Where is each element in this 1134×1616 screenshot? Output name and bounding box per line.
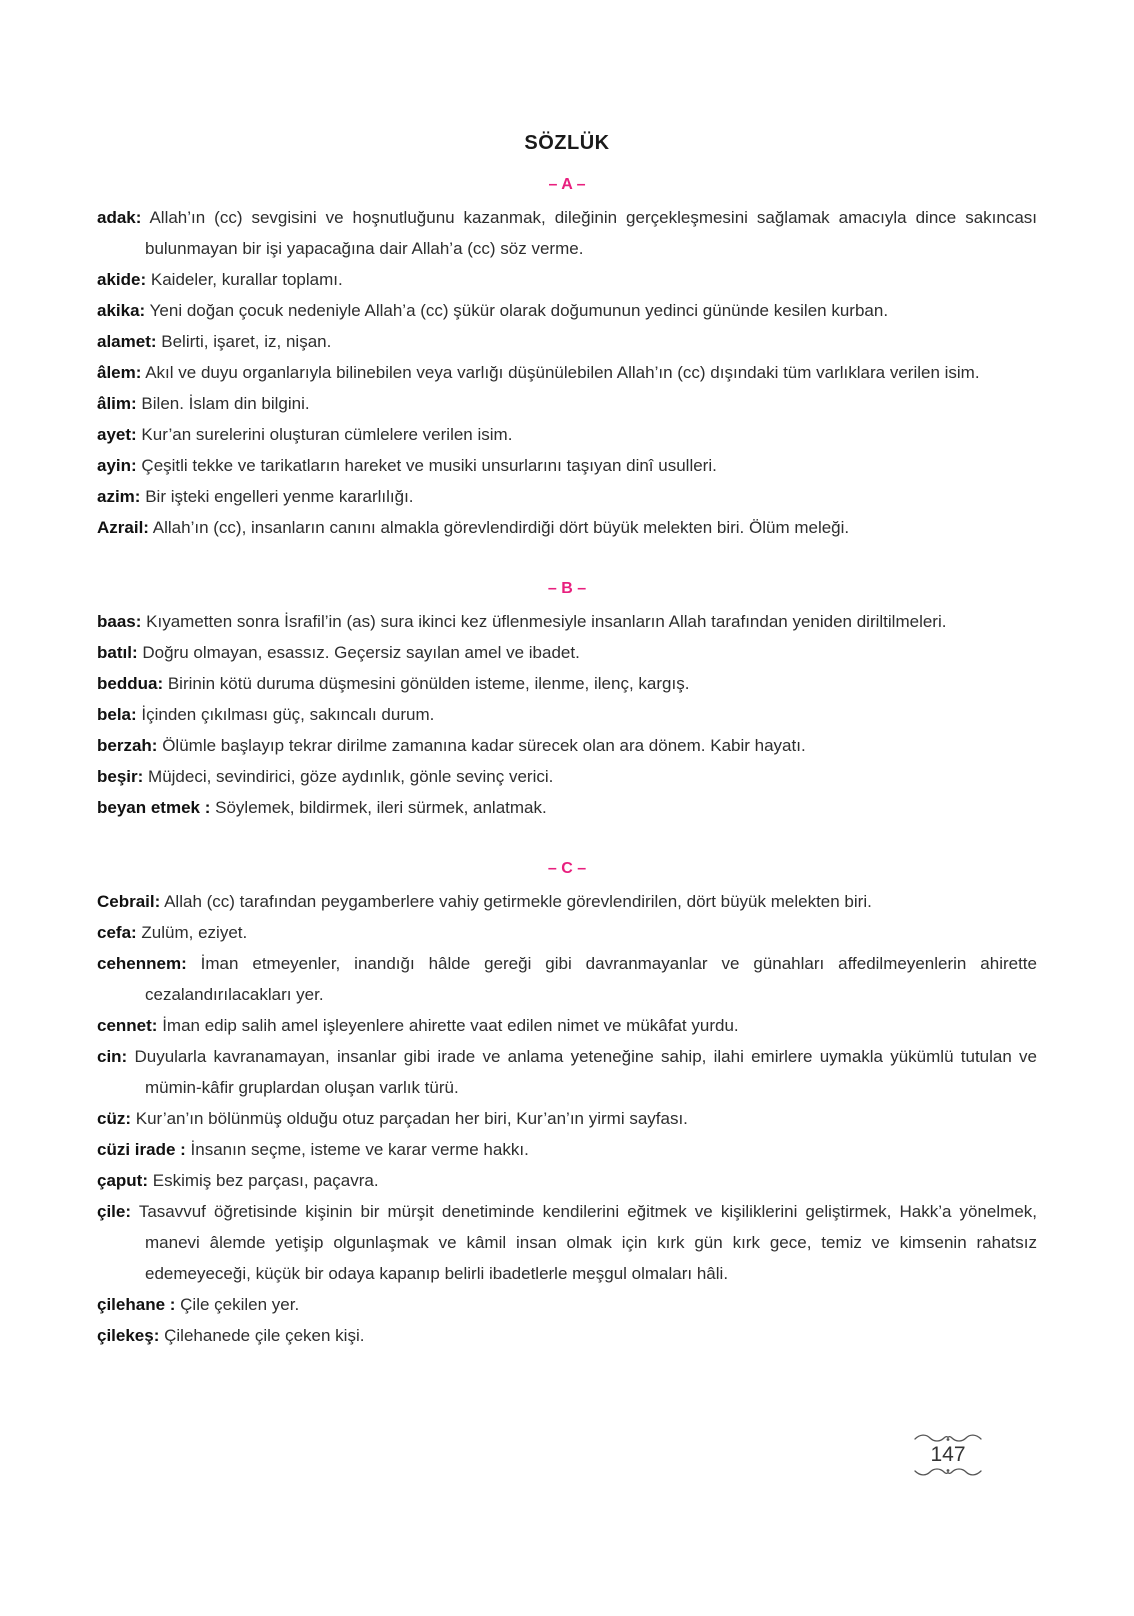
- entry-definition: Akıl ve duyu organlarıyla bilinebilen veya varlığı düşünülebilen Allah’ın (cc) dışındaki tüm varlıklara verilen isim.: [145, 363, 980, 382]
- glossary-entry: [97, 326, 1037, 357]
- glossary-entry: [97, 1320, 1037, 1351]
- entry-term: çile:: [97, 1202, 132, 1221]
- glossary-entry: [97, 357, 1037, 388]
- entry-term: çilekeş:: [97, 1326, 160, 1345]
- page-number: 147: [930, 1443, 966, 1466]
- entry-definition: Çeşitli tekke ve tarikatların hareket ve musiki unsurlarını taşıyan dinî usulleri.: [141, 456, 717, 475]
- glossary-section: [97, 853, 1037, 1351]
- glossary-entry: [97, 1196, 1037, 1289]
- glossary-entry: [97, 1289, 1037, 1320]
- entry-term: batıl:: [97, 643, 138, 662]
- entry-definition: İman edip salih amel işleyenlere ahirette vaat edilen nimet ve mükâfat yurdu.: [162, 1016, 739, 1035]
- glossary-entry: [97, 1134, 1037, 1165]
- entry-term: ayet:: [97, 425, 137, 444]
- entry-term: cehennem:: [97, 954, 187, 973]
- entry-definition: Yeni doğan çocuk nedeniyle Allah’a (cc) şükür olarak doğumunun yedinci gününde kesilen kurban.: [149, 301, 889, 320]
- entry-term: cennet:: [97, 1016, 158, 1035]
- entry-definition: İçinden çıkılması güç, sakıncalı durum.: [141, 705, 435, 724]
- entry-term: baas:: [97, 612, 142, 631]
- entry-definition: Allah’ın (cc) sevgisini ve hoşnutluğunu kazanmak, dileğinin gerçekleşmesini sağlamak amacıyla dince sakıncası bulunmayan bir işi yapacağına dair Allah’a (cc) söz verme.: [145, 208, 1037, 258]
- entry-definition: Allah (cc) tarafından peygamberlere vahiy getirmekle görevlendirilen, dört büyük melekten biri.: [164, 892, 872, 911]
- entry-term: Cebrail:: [97, 892, 161, 911]
- entry-definition: Belirti, işaret, iz, nişan.: [161, 332, 332, 351]
- entry-term: beddua:: [97, 674, 164, 693]
- entry-term: beyan etmek :: [97, 798, 211, 817]
- glossary-entry: [97, 886, 1037, 917]
- entry-definition: Müjdeci, sevindirici, göze aydınlık, gönle sevinç verici.: [148, 767, 554, 786]
- glossary-entry: [97, 1165, 1037, 1196]
- page-title: SÖZLÜK: [524, 132, 610, 154]
- glossary-entry: [97, 761, 1037, 792]
- glossary-entry: [97, 730, 1037, 761]
- glossary-entry: [97, 1103, 1037, 1134]
- entry-definition: İman etmeyenler, inandığı hâlde gereği gibi davranmayanlar ve günahları affedilmeyenlerin ahirette cezalandırılacakları yer.: [145, 954, 1037, 1004]
- glossary-section: [97, 573, 1037, 823]
- entry-definition: Söylemek, bildirmek, ileri sürmek, anlatmak.: [215, 798, 547, 817]
- entry-definition: Kur’an’ın bölünmüş olduğu otuz parçadan her biri, Kur’an’ın yirmi sayfası.: [135, 1109, 688, 1128]
- glossary-entry: [97, 637, 1037, 668]
- entry-term: alamet:: [97, 332, 157, 351]
- glossary-entry: [97, 948, 1037, 1010]
- page-number-block: [910, 1432, 986, 1478]
- entry-definition: Bilen. İslam din bilgini.: [141, 394, 310, 413]
- entry-term: âlim:: [97, 394, 137, 413]
- entry-term: adak:: [97, 208, 142, 227]
- entry-term: çilehane :: [97, 1295, 176, 1314]
- section-label: – A –: [548, 176, 586, 193]
- entry-term: bela:: [97, 705, 137, 724]
- glossary-entry: [97, 295, 1037, 326]
- glossary-entry: [97, 699, 1037, 730]
- entry-definition: Birinin kötü duruma düşmesini gönülden isteme, ilenme, ilenç, kargış.: [167, 674, 690, 693]
- entry-term: azim:: [97, 487, 141, 506]
- entry-term: akide:: [97, 270, 147, 289]
- glossary-entry: [97, 917, 1037, 948]
- entry-definition: Kaideler, kurallar toplamı.: [150, 270, 343, 289]
- entry-term: âlem:: [97, 363, 142, 382]
- entry-definition: Ölümle başlayıp tekrar dirilme zamanına kadar sürecek olan ara dönem. Kabir hayatı.: [162, 736, 806, 755]
- entry-term: cüzi irade :: [97, 1140, 186, 1159]
- glossary-entry: [97, 481, 1037, 512]
- entry-definition: Tasavvuf öğretisinde kişinin bir mürşit denetiminde kendilerini eğitmek ve kişiliklerini geliştirmek, Hakk’a yönelmek, manevi âlemde yetişip olgunlaşmak ve kâmil insan olmak için kırk gün kırk gece, temiz ve kimsenin rahatsız edemeyeceği, küçük bir odaya kapanıp belirli ibadetlerle meşgul olmaları hâli.: [138, 1202, 1037, 1283]
- entry-definition: Kur’an surelerini oluşturan cümlelere verilen isim.: [141, 425, 513, 444]
- glossary-entry: [97, 512, 1037, 543]
- entry-definition: İnsanın seçme, isteme ve karar verme hakkı.: [190, 1140, 529, 1159]
- glossary-entry: [97, 1041, 1037, 1103]
- entry-term: cüz:: [97, 1109, 131, 1128]
- entry-term: akika:: [97, 301, 146, 320]
- entry-term: berzah:: [97, 736, 158, 755]
- entry-term: Azrail:: [97, 518, 149, 537]
- glossary-entry: [97, 202, 1037, 264]
- glossary-entry: [97, 388, 1037, 419]
- entry-definition: Duyularla kavranamayan, insanlar gibi irade ve anlama yeteneğine sahip, ilahi emirlere uymakla yükümlü tutulan ve mümin-kâfir gruplardan oluşan varlık türü.: [134, 1047, 1037, 1097]
- entry-definition: Çile çekilen yer.: [180, 1295, 300, 1314]
- flourish-bottom-icon: [912, 1466, 984, 1478]
- glossary-entry: [97, 450, 1037, 481]
- entry-term: ayin:: [97, 456, 137, 475]
- section-label: – C –: [547, 860, 587, 877]
- glossary-entry: [97, 1010, 1037, 1041]
- glossary-entry: [97, 668, 1037, 699]
- glossary-entry: [97, 606, 1037, 637]
- section-label: – B –: [547, 580, 587, 597]
- entry-term: beşir:: [97, 767, 144, 786]
- entry-definition: Doğru olmayan, esassız. Geçersiz sayılan amel ve ibadet.: [142, 643, 580, 662]
- entry-definition: Kıyametten sonra İsrafil’in (as) sura ikinci kez üflenmesiyle insanların Allah tarafından yeniden diriltilmeleri.: [146, 612, 947, 631]
- entry-definition: Çilehanede çile çeken kişi.: [164, 1326, 365, 1345]
- glossary-entry: [97, 792, 1037, 823]
- glossary-entry: [97, 419, 1037, 450]
- entry-term: cefa:: [97, 923, 137, 942]
- entry-definition: Eskimiş bez parçası, paçavra.: [152, 1171, 379, 1190]
- glossary-section: [97, 169, 1037, 543]
- entry-term: cin:: [97, 1047, 128, 1066]
- entry-term: çaput:: [97, 1171, 148, 1190]
- glossary-entry: [97, 264, 1037, 295]
- entry-definition: Zulüm, eziyet.: [141, 923, 248, 942]
- entry-definition: Bir işteki engelleri yenme kararlılığı.: [145, 487, 414, 506]
- entry-definition: Allah’ın (cc), insanların canını almakla görevlendirdiği dört büyük melekten biri. Ölüm meleği.: [152, 518, 850, 537]
- glossary: [97, 169, 1037, 1351]
